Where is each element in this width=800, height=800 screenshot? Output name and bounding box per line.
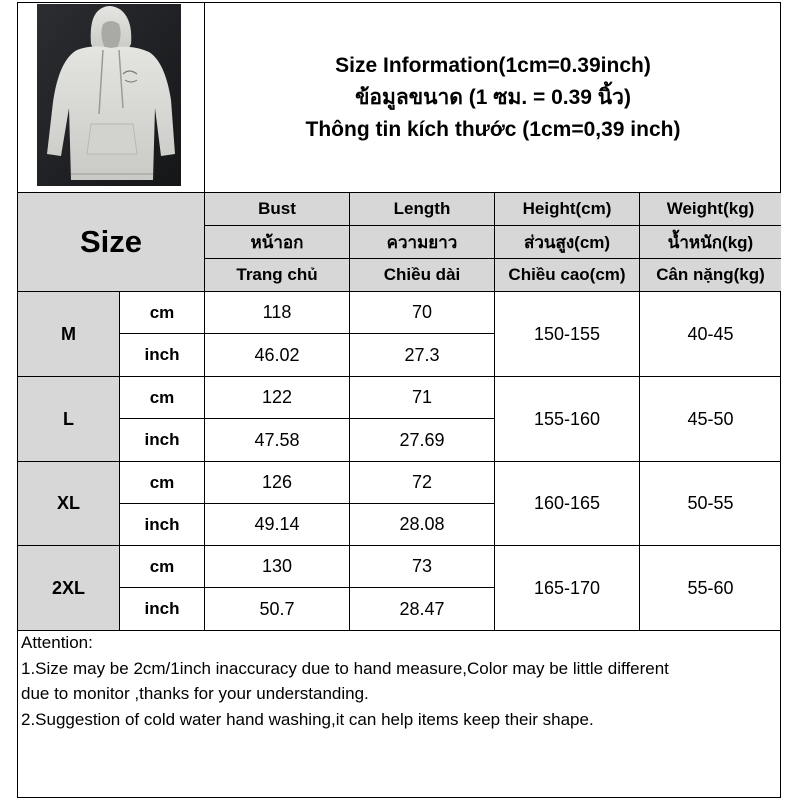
unit-cm-label: cm xyxy=(119,376,204,418)
length-inch-l: 27.69 xyxy=(349,418,494,461)
notes-line-1: 1.Size may be 2cm/1inch inaccuracy due to hand measure,Color may be little different xyxy=(21,658,669,678)
title-line-th: ข้อมูลขนาด (1 ซม. = 0.39 นิ้ว) xyxy=(355,85,631,109)
col-header-height-th: ส่วนสูง(cm) xyxy=(494,225,639,258)
size-header-cell xyxy=(18,192,204,291)
col-header-bust-th: หน้าอก xyxy=(204,225,349,258)
size-cell-m: M xyxy=(18,291,119,376)
length-cm-2xl: 73 xyxy=(349,545,494,587)
title-block xyxy=(204,3,781,192)
size-cell-l: L xyxy=(18,376,119,461)
size-header-label: Size xyxy=(79,224,143,259)
length-cm-l: 71 xyxy=(349,376,494,418)
weight-l: 45-50 xyxy=(639,376,781,461)
bust-cm-l: 122 xyxy=(204,376,349,418)
col-header-length-th: ความยาว xyxy=(349,225,494,258)
title-line-vi: Thông tin kích thước (1cm=0,39 inch) xyxy=(305,117,681,141)
hoodie-image xyxy=(37,4,181,186)
weight-xl: 50-55 xyxy=(639,461,781,545)
height-m: 150-155 xyxy=(494,291,639,376)
bust-inch-xl: 49.14 xyxy=(204,503,349,545)
unit-cm-label: cm xyxy=(119,291,204,333)
col-header-weight-vi: Cân nặng(kg) xyxy=(639,258,781,291)
unit-inch-label: inch xyxy=(119,418,204,461)
notes-heading: Attention: xyxy=(21,633,93,652)
unit-inch-label: inch xyxy=(119,503,204,545)
unit-inch-label: inch xyxy=(119,333,204,376)
length-inch-2xl: 28.47 xyxy=(349,587,494,630)
height-l: 155-160 xyxy=(494,376,639,461)
length-inch-m: 27.3 xyxy=(349,333,494,376)
bust-cm-xl: 126 xyxy=(204,461,349,503)
attention-notes xyxy=(21,630,777,732)
title-line-en: Size Information(1cm=0.39inch) xyxy=(335,53,651,77)
length-cm-m: 70 xyxy=(349,291,494,333)
notes-line-3: 2.Suggestion of cold water hand washing,it can help items keep their shape. xyxy=(21,709,594,729)
unit-inch-label: inch xyxy=(119,587,204,630)
col-header-bust-vi: Trang chủ xyxy=(204,258,349,291)
col-header-weight-th: น้ำหนัก(kg) xyxy=(639,225,781,258)
col-header-length-vi: Chiều dài xyxy=(349,258,494,291)
bust-cm-m: 118 xyxy=(204,291,349,333)
col-header-weight-en: Weight(kg) xyxy=(639,192,781,225)
col-header-length-en: Length xyxy=(349,192,494,225)
weight-m: 40-45 xyxy=(639,291,781,376)
col-header-bust-en: Bust xyxy=(204,192,349,225)
size-cell-2xl: 2XL xyxy=(18,545,119,630)
height-xl: 160-165 xyxy=(494,461,639,545)
product-photo xyxy=(37,4,181,186)
col-header-height-vi: Chiều cao(cm) xyxy=(494,258,639,291)
unit-cm-label: cm xyxy=(119,545,204,587)
bust-cm-2xl: 130 xyxy=(204,545,349,587)
bust-inch-2xl: 50.7 xyxy=(204,587,349,630)
bust-inch-l: 47.58 xyxy=(204,418,349,461)
length-cm-xl: 72 xyxy=(349,461,494,503)
weight-2xl: 55-60 xyxy=(639,545,781,630)
size-cell-xl: XL xyxy=(18,461,119,545)
length-inch-xl: 28.08 xyxy=(349,503,494,545)
height-2xl: 165-170 xyxy=(494,545,639,630)
bust-inch-m: 46.02 xyxy=(204,333,349,376)
col-header-height-en: Height(cm) xyxy=(494,192,639,225)
unit-cm-label: cm xyxy=(119,461,204,503)
notes-line-2: due to monitor ,thanks for your understanding. xyxy=(21,684,369,703)
